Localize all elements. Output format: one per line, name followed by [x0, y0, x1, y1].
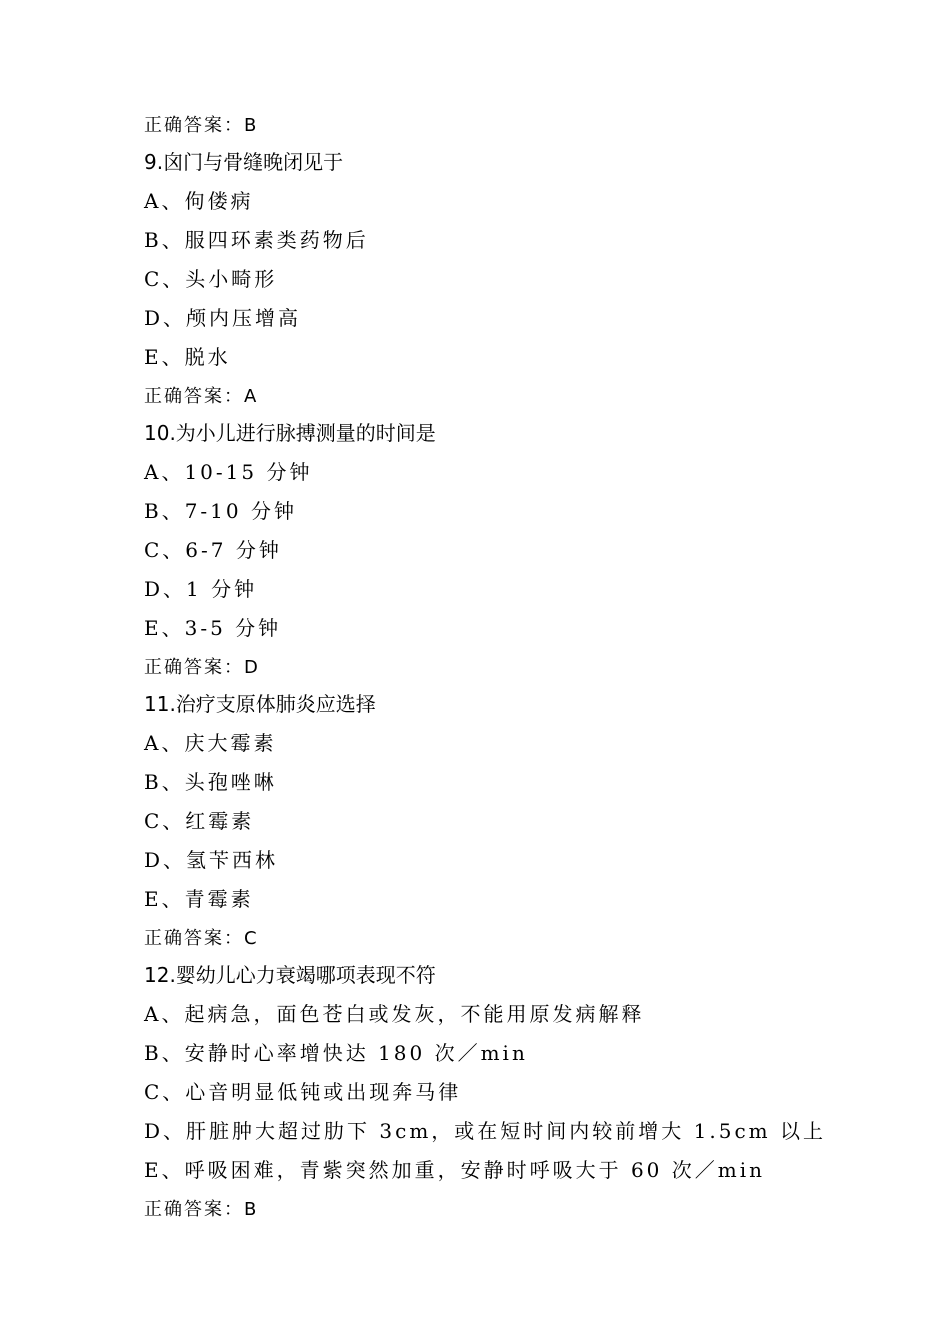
- option-line: A、起病急，面色苍白或发灰，不能用原发病解释: [144, 1002, 645, 1026]
- answer-line: 正确答案：B: [144, 1199, 259, 1220]
- option-line: E、青霉素: [144, 887, 254, 911]
- question-line: 11.治疗支原体肺炎应选择: [144, 692, 376, 716]
- option-line: A、10-15 分钟: [144, 460, 313, 484]
- question-line: 12.婴幼儿心力衰竭哪项表现不符: [144, 963, 436, 987]
- answer-line: 正确答案：A: [144, 386, 259, 407]
- option-line: C、头小畸形: [144, 267, 278, 291]
- option-line: D、1 分钟: [144, 577, 258, 601]
- option-line: C、红霉素: [144, 809, 255, 833]
- option-line: D、氢苄西林: [144, 848, 279, 872]
- option-line: C、6-7 分钟: [144, 538, 282, 562]
- question-line: 9.囟门与骨缝晚闭见于: [144, 150, 344, 174]
- option-line: A、庆大霉素: [144, 731, 277, 755]
- option-line: E、呼吸困难，青紫突然加重，安静时呼吸大于 60 次／min: [144, 1158, 766, 1182]
- option-line: D、颅内压增高: [144, 306, 302, 330]
- option-line: E、3-5 分钟: [144, 616, 282, 640]
- option-line: A、佝偻病: [144, 189, 254, 213]
- option-line: B、服四环素类药物后: [144, 228, 369, 252]
- option-line: D、肝脏肿大超过肋下 3cm，或在短时间内较前增大 1.5cm 以上: [144, 1119, 826, 1143]
- option-line: C、心音明显低钝或出现奔马律: [144, 1080, 462, 1104]
- question-line: 10.为小儿进行脉搏测量的时间是: [144, 421, 436, 445]
- option-line: B、头孢唑啉: [144, 770, 277, 794]
- answer-line: 正确答案：C: [144, 928, 259, 949]
- option-line: B、安静时心率增快达 180 次／min: [144, 1041, 528, 1065]
- answer-line: 正确答案：D: [144, 657, 260, 678]
- option-line: B、7-10 分钟: [144, 499, 297, 523]
- option-line: E、脱水: [144, 345, 231, 369]
- answer-line: 正确答案：B: [144, 115, 259, 136]
